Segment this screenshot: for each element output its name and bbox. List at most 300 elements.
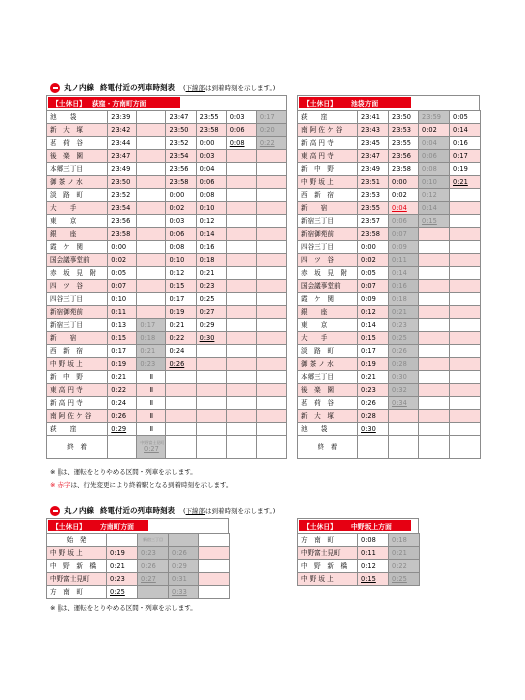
station-name: 本郷三丁目	[47, 163, 108, 176]
time-cell: 0:29	[108, 423, 137, 436]
station-name: 大 手	[298, 332, 358, 345]
time-cell	[137, 137, 166, 150]
time-cell: 23:52	[108, 189, 137, 202]
station-name: 御 茶 ノ 水	[47, 176, 108, 189]
time-cell: 0:17	[166, 293, 196, 306]
time-cell: 0:29	[169, 560, 199, 573]
direction-label: 方南町方面	[99, 522, 134, 531]
time-cell: 0:03	[166, 215, 196, 228]
time-cell: 0:03	[196, 150, 226, 163]
table-row	[298, 573, 420, 586]
table-row	[298, 241, 481, 254]
table-row	[298, 560, 420, 573]
time-cell	[226, 189, 256, 202]
time-cell	[137, 202, 166, 215]
time-cell: 23:50	[166, 124, 196, 137]
time-cell	[226, 176, 256, 189]
day-label: 【土休日】	[303, 522, 337, 531]
time-cell: 0:11	[389, 254, 419, 267]
time-cell	[256, 150, 286, 163]
time-cell	[137, 267, 166, 280]
time-cell: 0:11	[358, 547, 389, 560]
table-row	[298, 137, 481, 150]
section1-title	[50, 82, 275, 93]
table-row	[47, 228, 287, 241]
time-cell	[199, 560, 230, 573]
time-cell	[450, 241, 481, 254]
time-cell: 0:24	[166, 345, 196, 358]
time-cell: 0:00	[196, 137, 226, 150]
time-cell	[196, 358, 226, 371]
time-cell: 0:23	[389, 319, 419, 332]
station-name: 新 中 野	[298, 163, 358, 176]
time-cell: 0:05	[358, 267, 389, 280]
time-cell	[450, 254, 481, 267]
station-name: 荻 窪	[47, 423, 108, 436]
time-cell: 0:34	[389, 397, 419, 410]
time-cell: 0:02	[166, 202, 196, 215]
time-cell: 23:47	[108, 150, 137, 163]
time-cell: 23:58	[358, 228, 389, 241]
time-cell: 0:28	[358, 410, 389, 423]
time-cell	[419, 254, 450, 267]
time-cell	[166, 384, 196, 397]
time-cell: 0:17	[137, 319, 166, 332]
time-cell: 0:17	[108, 345, 137, 358]
time-cell: 0:00	[389, 176, 419, 189]
table-row	[47, 280, 287, 293]
time-cell: 0:05	[108, 267, 137, 280]
time-cell	[137, 163, 166, 176]
start-station-small: 新宿三丁目	[138, 534, 169, 547]
station-name: 新 宿	[298, 202, 358, 215]
terminal-row	[298, 436, 481, 459]
time-cell: 0:21	[358, 371, 389, 384]
time-cell: 0:08	[358, 534, 389, 547]
time-cell: Ⅱ	[137, 371, 166, 384]
time-cell	[256, 319, 286, 332]
subway-logo-icon	[50, 506, 60, 516]
time-cell	[419, 371, 450, 384]
time-cell	[137, 176, 166, 189]
time-cell	[137, 124, 166, 137]
time-cell: 23:55	[389, 137, 419, 150]
station-name: 国会議事堂前	[47, 254, 108, 267]
time-cell: 23:56	[108, 215, 137, 228]
time-cell	[256, 189, 286, 202]
time-cell	[196, 371, 226, 384]
table-row	[47, 150, 287, 163]
time-cell: 0:26	[169, 547, 199, 560]
time-cell	[450, 397, 481, 410]
time-cell: 23:39	[108, 111, 137, 124]
time-cell: 0:21	[196, 267, 226, 280]
time-cell: 23:54	[166, 150, 196, 163]
time-cell: 0:10	[419, 176, 450, 189]
time-cell: 23:50	[108, 176, 137, 189]
time-cell: 23:51	[358, 176, 389, 189]
time-cell	[226, 215, 256, 228]
time-cell	[256, 267, 286, 280]
time-cell: 0:23	[138, 547, 169, 560]
station-name: 新 宿	[47, 332, 108, 345]
station-name: 東 京	[47, 215, 108, 228]
time-cell: 0:18	[389, 293, 419, 306]
station-name: 中 野 坂 上	[298, 176, 358, 189]
time-cell: 23:43	[358, 124, 389, 137]
time-cell: 0:23	[107, 573, 138, 586]
time-cell	[137, 150, 166, 163]
right-direction-header-2	[299, 520, 411, 531]
table-row	[298, 163, 481, 176]
station-name: 霞 ケ 関	[298, 293, 358, 306]
station-name: 四 ツ 谷	[298, 254, 358, 267]
time-cell: 23:56	[166, 163, 196, 176]
table-row	[298, 397, 481, 410]
line-name: 丸ノ内線	[64, 506, 94, 515]
time-cell: 23:57	[358, 215, 389, 228]
time-cell	[256, 280, 286, 293]
station-name: 四谷三丁目	[47, 293, 108, 306]
time-cell	[450, 371, 481, 384]
time-cell	[419, 228, 450, 241]
table-row	[47, 202, 287, 215]
terminal-label: 終 着	[298, 436, 358, 459]
time-cell: 0:16	[196, 241, 226, 254]
timetable-ogikubo-honancho	[46, 110, 287, 459]
time-cell: 0:14	[419, 202, 450, 215]
station-name: 後 楽 園	[47, 150, 108, 163]
time-cell	[419, 319, 450, 332]
time-cell: 0:17	[256, 111, 286, 124]
time-cell	[256, 176, 286, 189]
time-cell	[256, 254, 286, 267]
time-cell: 23:55	[196, 111, 226, 124]
time-cell	[137, 280, 166, 293]
time-cell	[226, 384, 256, 397]
station-name: 新宿御苑前	[298, 228, 358, 241]
table-row	[47, 384, 287, 397]
station-name: 銀 座	[298, 306, 358, 319]
time-cell	[196, 423, 226, 436]
time-cell: 0:02	[108, 254, 137, 267]
time-cell	[137, 254, 166, 267]
time-cell: 0:04	[419, 137, 450, 150]
time-cell	[226, 345, 256, 358]
time-cell: 23:49	[108, 163, 137, 176]
station-name: 国会議事堂前	[298, 280, 358, 293]
time-cell	[256, 423, 286, 436]
table-row	[298, 423, 481, 436]
time-cell: 0:15	[108, 332, 137, 345]
table-row	[298, 111, 481, 124]
time-cell: 0:02	[358, 254, 389, 267]
time-cell: 23:53	[358, 189, 389, 202]
station-name: 赤 坂 見 附	[47, 267, 108, 280]
time-cell: 0:10	[196, 202, 226, 215]
table-row	[298, 215, 481, 228]
time-cell	[450, 332, 481, 345]
time-cell: 0:26	[108, 410, 137, 423]
station-name: 霞 ケ 関	[47, 241, 108, 254]
time-cell: 23:49	[358, 163, 389, 176]
time-cell	[226, 228, 256, 241]
time-cell	[256, 345, 286, 358]
station-name: 東 高 円 寺	[47, 384, 108, 397]
station-name: 中 野 坂 上	[298, 573, 358, 586]
table-row	[298, 384, 481, 397]
station-name: 南 阿 佐 ケ 谷	[47, 410, 108, 423]
time-cell: 0:12	[358, 560, 389, 573]
time-cell: 0:10	[166, 254, 196, 267]
time-cell: 0:21	[389, 547, 420, 560]
time-cell: 0:17	[450, 150, 481, 163]
time-cell	[450, 345, 481, 358]
time-cell: 0:11	[108, 306, 137, 319]
time-cell: 0:12	[419, 189, 450, 202]
table-row	[47, 241, 287, 254]
table-row	[47, 189, 287, 202]
time-cell: 0:08	[166, 241, 196, 254]
time-cell: 0:21	[137, 345, 166, 358]
time-cell: 0:33	[169, 586, 199, 599]
table-row	[47, 319, 287, 332]
time-cell: 0:09	[389, 241, 419, 254]
direction-label: 池袋方面	[350, 99, 379, 108]
station-name: 茗 荷 谷	[298, 397, 358, 410]
time-cell: 0:25	[389, 332, 419, 345]
station-name: 淡 路 町	[47, 189, 108, 202]
time-cell	[199, 547, 230, 560]
direction-label: 荻窪・方南町方面	[91, 99, 147, 108]
time-cell: 0:03	[226, 111, 256, 124]
time-cell	[419, 293, 450, 306]
time-cell: 23:58	[196, 124, 226, 137]
table-row	[47, 358, 287, 371]
table-row	[298, 547, 420, 560]
time-cell	[137, 293, 166, 306]
time-cell: 0:25	[196, 293, 226, 306]
time-cell: 0:02	[419, 124, 450, 137]
time-cell: 0:07	[108, 280, 137, 293]
time-cell: 0:08	[196, 189, 226, 202]
time-cell: 0:07	[358, 280, 389, 293]
time-cell	[226, 371, 256, 384]
station-name: 池 袋	[47, 111, 108, 124]
station-name: 新 大 塚	[298, 410, 358, 423]
table-row	[298, 306, 481, 319]
time-cell: 0:21	[108, 371, 137, 384]
time-cell	[450, 358, 481, 371]
table-row	[298, 202, 481, 215]
time-cell: Ⅱ	[137, 397, 166, 410]
time-cell	[389, 423, 419, 436]
right-direction-header	[299, 97, 411, 108]
station-name: 東 高 円 寺	[298, 150, 358, 163]
table-row	[47, 306, 287, 319]
station-name: 大 手	[47, 202, 108, 215]
time-cell	[226, 267, 256, 280]
time-cell	[196, 384, 226, 397]
station-name: 茗 荷 谷	[47, 137, 108, 150]
table-row	[298, 371, 481, 384]
time-cell: 0:27	[138, 573, 169, 586]
table-row	[298, 150, 481, 163]
table-row	[298, 189, 481, 202]
time-cell: 0:14	[450, 124, 481, 137]
day-label: 【土休日】	[52, 522, 86, 531]
time-cell: 0:20	[256, 124, 286, 137]
time-cell	[226, 397, 256, 410]
station-name: 荻 窪	[298, 111, 358, 124]
station-name: 新宿三丁目	[298, 215, 358, 228]
footnote-red: ※ 赤字は、行先変更により終着駅となる到着時刻を示します。	[50, 481, 233, 489]
station-name: 新 高 円 寺	[47, 397, 108, 410]
terminal-row	[47, 436, 287, 459]
time-cell: 23:53	[389, 124, 419, 137]
table-row	[47, 397, 287, 410]
station-name: 四 ツ 谷	[47, 280, 108, 293]
terminal-label: 終 着	[47, 436, 108, 459]
station-name: 中 野 坂 上	[47, 358, 108, 371]
time-cell: 0:22	[108, 384, 137, 397]
time-cell	[137, 111, 166, 124]
station-name: 本郷三丁目	[298, 371, 358, 384]
time-cell: 0:15	[166, 280, 196, 293]
time-cell: 23:52	[166, 137, 196, 150]
time-cell: 0:25	[107, 586, 138, 599]
time-cell: 0:12	[166, 267, 196, 280]
time-cell	[256, 163, 286, 176]
time-cell	[256, 358, 286, 371]
time-cell: 23:55	[358, 202, 389, 215]
start-row	[47, 534, 230, 547]
time-cell: 0:21	[389, 306, 419, 319]
time-cell: 0:30	[196, 332, 226, 345]
time-cell: 0:12	[358, 306, 389, 319]
time-cell: 23:50	[389, 111, 419, 124]
table-row	[298, 332, 481, 345]
time-cell	[419, 280, 450, 293]
time-cell	[256, 215, 286, 228]
time-cell: 0:30	[389, 371, 419, 384]
footnote-suspended-2: ※ Ⅱは、運転をとりやめる区間・列車を示します。	[50, 604, 197, 612]
time-cell	[256, 384, 286, 397]
station-name: 方 南 町	[298, 534, 358, 547]
time-cell: 0:15	[358, 573, 389, 586]
station-name: 新 大 塚	[47, 124, 108, 137]
time-cell: 0:21	[450, 176, 481, 189]
time-cell: 0:08	[419, 163, 450, 176]
time-cell: 0:29	[196, 319, 226, 332]
time-cell	[226, 241, 256, 254]
time-cell: 0:17	[358, 345, 389, 358]
table-row	[47, 176, 287, 189]
time-cell: 0:19	[358, 358, 389, 371]
time-cell: 0:18	[196, 254, 226, 267]
time-cell: 0:21	[107, 560, 138, 573]
station-name: 中野富士見町	[298, 547, 358, 560]
time-cell	[256, 371, 286, 384]
table-row	[47, 371, 287, 384]
station-name: 新 高 円 寺	[298, 137, 358, 150]
station-name: 銀 座	[47, 228, 108, 241]
time-cell: 0:22	[166, 332, 196, 345]
time-cell: 0:18	[137, 332, 166, 345]
time-cell	[450, 215, 481, 228]
station-name: 東 京	[298, 319, 358, 332]
timetable-title: 終電付近の列車時刻表	[100, 506, 175, 515]
time-cell	[450, 267, 481, 280]
timetable-nakano-sakaue	[297, 533, 420, 586]
table-row	[298, 358, 481, 371]
time-cell: 23:47	[358, 150, 389, 163]
time-cell: 23:59	[419, 111, 450, 124]
station-name: 西 新 宿	[47, 345, 108, 358]
time-cell	[226, 254, 256, 267]
station-name: 池 袋	[298, 423, 358, 436]
table-row	[298, 534, 420, 547]
time-cell: 0:21	[166, 319, 196, 332]
time-cell: 0:30	[358, 423, 389, 436]
time-cell: 0:24	[108, 397, 137, 410]
time-cell: 23:56	[389, 150, 419, 163]
time-cell	[226, 163, 256, 176]
day-label: 【土休日】	[52, 99, 86, 108]
table-row	[47, 124, 287, 137]
table-row	[298, 228, 481, 241]
station-name: 中 野 新 橋	[47, 560, 107, 573]
time-cell: 23:58	[108, 228, 137, 241]
table-row	[298, 293, 481, 306]
table-row	[47, 345, 287, 358]
time-cell: 0:05	[450, 111, 481, 124]
time-cell	[450, 306, 481, 319]
table-row	[47, 560, 230, 573]
time-cell	[226, 423, 256, 436]
time-cell	[226, 410, 256, 423]
table-row	[298, 254, 481, 267]
time-cell	[419, 241, 450, 254]
table-row	[47, 137, 287, 150]
time-cell: 0:14	[196, 228, 226, 241]
time-cell: 23:47	[166, 111, 196, 124]
time-cell: 0:07	[389, 228, 419, 241]
time-cell: Ⅱ	[137, 384, 166, 397]
time-cell: 0:26	[138, 560, 169, 573]
time-cell: 0:26	[358, 397, 389, 410]
table-row	[47, 332, 287, 345]
time-cell	[256, 397, 286, 410]
time-cell: 0:14	[358, 319, 389, 332]
timetable-title: 終電付近の列車時刻表	[100, 83, 175, 92]
time-cell	[419, 345, 450, 358]
subway-logo-icon	[50, 83, 60, 93]
time-cell: 0:32	[389, 384, 419, 397]
time-cell: 0:00	[358, 241, 389, 254]
time-cell: 0:23	[358, 384, 389, 397]
start-label: 始 発	[47, 534, 107, 547]
time-cell	[137, 215, 166, 228]
time-cell: 23:54	[108, 202, 137, 215]
time-cell	[138, 586, 169, 599]
time-cell: Ⅱ	[137, 410, 166, 423]
time-cell: 23:58	[389, 163, 419, 176]
time-cell: 0:23	[137, 358, 166, 371]
station-name: 新宿三丁目	[47, 319, 108, 332]
table-row	[47, 254, 287, 267]
station-name: 御 茶 ノ 水	[298, 358, 358, 371]
